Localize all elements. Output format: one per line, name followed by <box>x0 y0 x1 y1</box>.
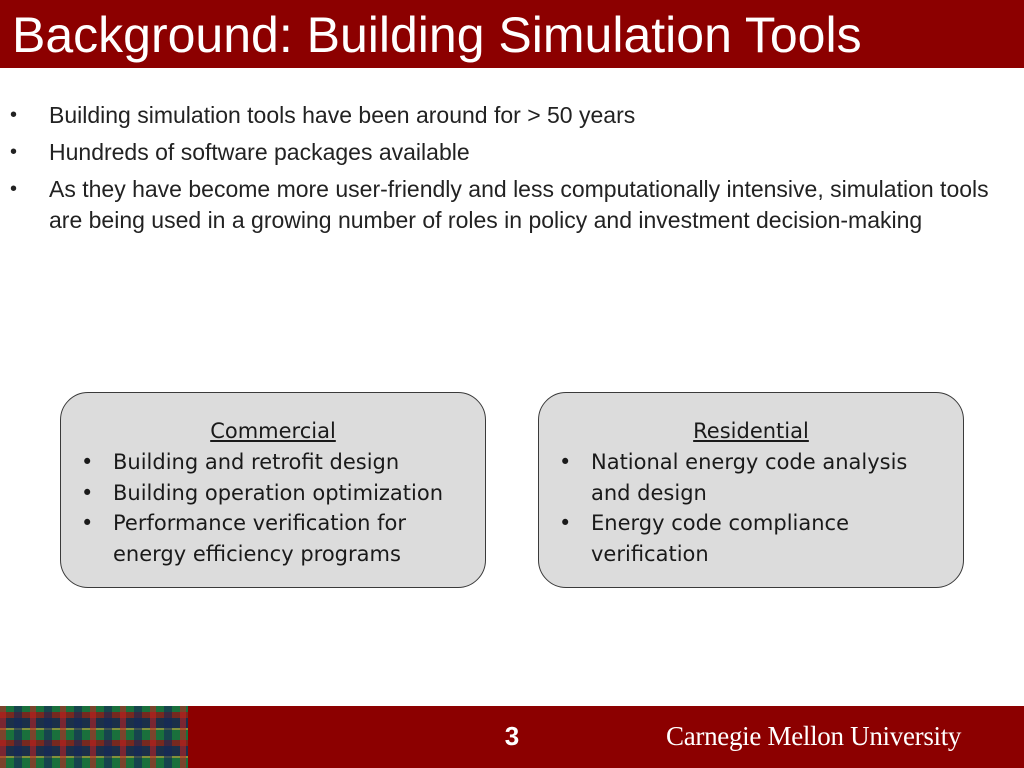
bullet-item <box>0 174 1024 236</box>
bullet-marker: • <box>559 511 572 535</box>
footer-bar <box>0 706 1024 768</box>
bullet-item <box>0 137 1024 168</box>
bullet-marker: • <box>10 178 18 200</box>
bullet-marker: • <box>81 480 94 505</box>
commercial-box <box>60 392 486 588</box>
bullet-marker: • <box>81 511 94 535</box>
commercial-item-text: Performance verification for energy efficiency programs <box>113 511 406 566</box>
bullet-text: Hundreds of software packages available <box>49 139 470 165</box>
residential-item-text: Energy code compliance verification <box>591 511 850 566</box>
slide-title: Background: Building Simulation Tools <box>12 7 862 63</box>
commercial-heading: Commercial <box>210 419 336 443</box>
residential-item <box>557 508 945 569</box>
main-bullet-list <box>0 100 1024 242</box>
commercial-item <box>79 447 467 478</box>
commercial-item <box>79 478 467 509</box>
commercial-item-text: Building operation optimization <box>113 480 444 505</box>
bullet-text: Building simulation tools have been around for > 50 years <box>49 102 636 128</box>
bullet-marker: • <box>559 450 572 474</box>
bullet-item <box>0 100 1024 131</box>
residential-heading: Residential <box>693 419 809 443</box>
commercial-list <box>79 447 467 569</box>
residential-list <box>557 447 945 569</box>
bullet-marker: • <box>10 141 18 163</box>
bullet-text: As they have become more user-friendly and less computationally intensive, simulation tools are being used in a growing number of roles in policy and investment decision-making <box>49 176 989 233</box>
title-bar <box>0 0 1024 68</box>
university-logo: Carnegie Mellon University <box>666 721 962 751</box>
residential-item-text: National energy code analysis and design <box>591 450 908 505</box>
page-number: 3 <box>504 721 520 751</box>
commercial-item <box>79 508 467 569</box>
residential-item <box>557 447 945 508</box>
bullet-marker: • <box>10 104 18 126</box>
tartan-pattern <box>0 706 188 768</box>
commercial-item-text: Building and retrofit design <box>113 450 400 474</box>
residential-box <box>538 392 964 588</box>
bullet-marker: • <box>81 450 94 474</box>
